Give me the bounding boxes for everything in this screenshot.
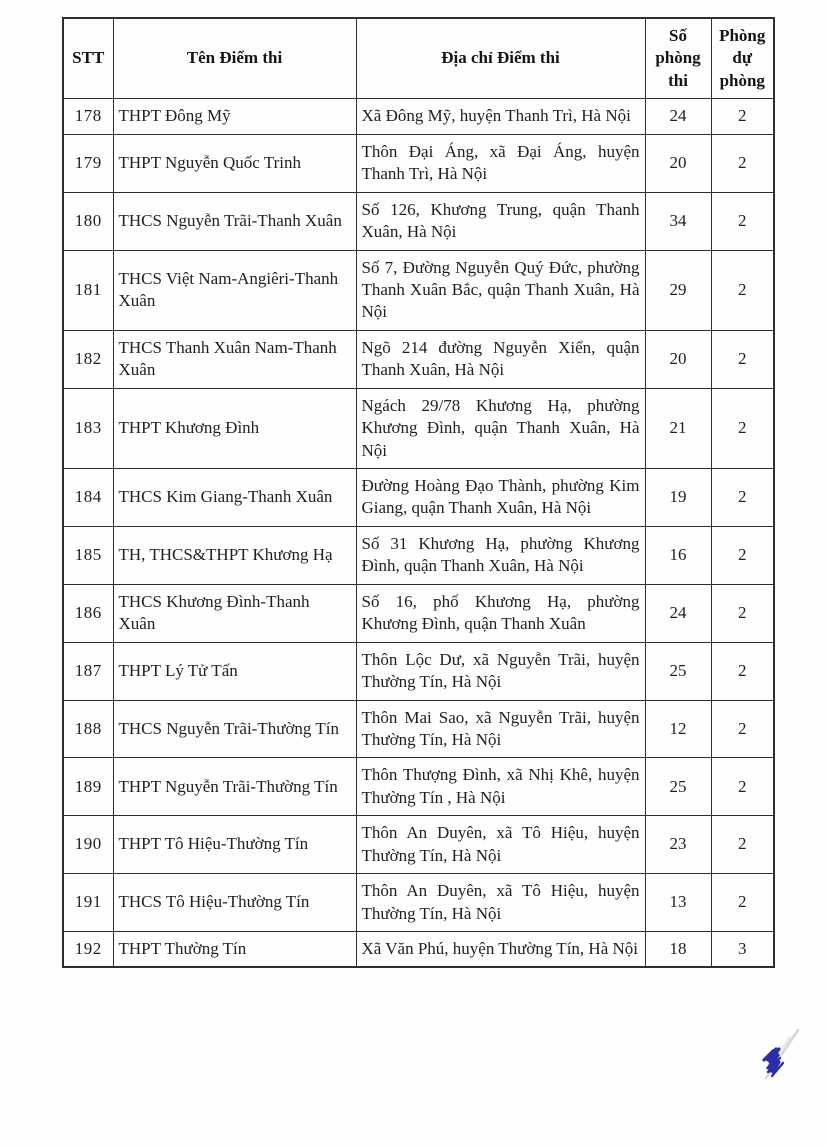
- cell-site-name: THPT Khương Đình: [113, 388, 356, 468]
- cell-backup-rooms: 2: [711, 816, 774, 874]
- cell-stt: 188: [63, 700, 113, 758]
- cell-backup-rooms: 2: [711, 526, 774, 584]
- cell-exam-rooms: 23: [645, 816, 711, 874]
- cell-exam-rooms: 24: [645, 99, 711, 134]
- table-row: [63, 469, 774, 527]
- cell-exam-rooms: 19: [645, 469, 711, 527]
- cell-site-address: Xã Văn Phú, huyện Thường Tín, Hà Nội: [356, 932, 645, 968]
- table-header: [63, 18, 774, 99]
- cell-stt: 178: [63, 99, 113, 134]
- table-body: [63, 99, 774, 968]
- cell-site-address: Thôn Thượng Đình, xã Nhị Khê, huyện Thường Tín , Hà Nội: [356, 758, 645, 816]
- cell-backup-rooms: 2: [711, 388, 774, 468]
- cell-site-name: THCS Việt Nam-Angiêri-Thanh Xuân: [113, 250, 356, 330]
- cell-stt: 179: [63, 134, 113, 192]
- cell-site-address: Đường Hoàng Đạo Thành, phường Kim Giang, quận Thanh Xuân, Hà Nội: [356, 469, 645, 527]
- cell-site-address: Thôn Mai Sao, xã Nguyễn Trãi, huyện Thường Tín, Hà Nội: [356, 700, 645, 758]
- table-row: [63, 816, 774, 874]
- cell-backup-rooms: 3: [711, 932, 774, 968]
- cell-exam-rooms: 12: [645, 700, 711, 758]
- table-row: [63, 584, 774, 642]
- cell-backup-rooms: 2: [711, 192, 774, 250]
- cell-exam-rooms: 16: [645, 526, 711, 584]
- cell-stt: 190: [63, 816, 113, 874]
- cell-exam-rooms: 25: [645, 758, 711, 816]
- table-row: [63, 642, 774, 700]
- cell-stt: 184: [63, 469, 113, 527]
- cell-site-address: Thôn Lộc Dư, xã Nguyễn Trãi, huyện Thường Tín, Hà Nội: [356, 642, 645, 700]
- cell-site-address: Số 31 Khương Hạ, phường Khương Đình, quận Thanh Xuân, Hà Nội: [356, 526, 645, 584]
- cell-stt: 192: [63, 932, 113, 968]
- cell-stt: 187: [63, 642, 113, 700]
- cell-exam-rooms: 21: [645, 388, 711, 468]
- cell-backup-rooms: 2: [711, 758, 774, 816]
- table-row: [63, 330, 774, 388]
- cell-stt: 181: [63, 250, 113, 330]
- cell-site-address: Số 7, Đường Nguyễn Quý Đức, phường Thanh Xuân Bắc, quận Thanh Xuân, Hà Nội: [356, 250, 645, 330]
- cell-backup-rooms: 2: [711, 584, 774, 642]
- cell-site-address: Số 126, Khương Trung, quận Thanh Xuân, Hà Nội: [356, 192, 645, 250]
- table-row: [63, 526, 774, 584]
- table-row: [63, 700, 774, 758]
- cell-exam-rooms: 13: [645, 874, 711, 932]
- header-address: Địa chỉ Điểm thi: [356, 18, 645, 99]
- cell-backup-rooms: 2: [711, 134, 774, 192]
- cell-site-address: Thôn Đại Áng, xã Đại Áng, huyện Thanh Trì, Hà Nội: [356, 134, 645, 192]
- cell-site-name: THCS Nguyễn Trãi-Thường Tín: [113, 700, 356, 758]
- cell-site-address: Xã Đông Mỹ, huyện Thanh Trì, Hà Nội: [356, 99, 645, 134]
- cell-exam-rooms: 20: [645, 330, 711, 388]
- table-row: [63, 134, 774, 192]
- cell-backup-rooms: 2: [711, 250, 774, 330]
- cell-site-name: THPT Nguyễn Trãi-Thường Tín: [113, 758, 356, 816]
- cell-site-address: Thôn An Duyên, xã Tô Hiệu, huyện Thường Tín, Hà Nội: [356, 874, 645, 932]
- cell-stt: 182: [63, 330, 113, 388]
- cell-stt: 180: [63, 192, 113, 250]
- cell-exam-rooms: 34: [645, 192, 711, 250]
- cell-site-name: THCS Thanh Xuân Nam-Thanh Xuân: [113, 330, 356, 388]
- cell-backup-rooms: 2: [711, 330, 774, 388]
- cell-stt: 186: [63, 584, 113, 642]
- header-row: [63, 18, 774, 99]
- cell-site-name: THCS Khương Đình-Thanh Xuân: [113, 584, 356, 642]
- table-row: [63, 874, 774, 932]
- header-name: Tên Điểm thi: [113, 18, 356, 99]
- cell-site-address: Số 16, phố Khương Hạ, phường Khương Đình, quận Thanh Xuân: [356, 584, 645, 642]
- cell-site-name: THPT Lý Tử Tấn: [113, 642, 356, 700]
- table-row: [63, 388, 774, 468]
- cell-site-address: Ngõ 214 đường Nguyễn Xiển, quận Thanh Xuân, Hà Nội: [356, 330, 645, 388]
- cell-exam-rooms: 25: [645, 642, 711, 700]
- header-stt: STT: [63, 18, 113, 99]
- cell-stt: 191: [63, 874, 113, 932]
- header-backup-rooms: Phòng dự phòng: [711, 18, 774, 99]
- table-row: [63, 99, 774, 134]
- cell-site-address: Ngách 29/78 Khương Hạ, phường Khương Đình, quận Thanh Xuân, Hà Nội: [356, 388, 645, 468]
- cell-backup-rooms: 2: [711, 469, 774, 527]
- table-row: [63, 758, 774, 816]
- cell-site-name: THCS Kim Giang-Thanh Xuân: [113, 469, 356, 527]
- cell-exam-rooms: 20: [645, 134, 711, 192]
- cell-backup-rooms: 2: [711, 874, 774, 932]
- table-row: [63, 192, 774, 250]
- pen-scribble-icon: [752, 1026, 816, 1104]
- cell-stt: 185: [63, 526, 113, 584]
- cell-site-name: THPT Tô Hiệu-Thường Tín: [113, 816, 356, 874]
- cell-stt: 183: [63, 388, 113, 468]
- cell-exam-rooms: 29: [645, 250, 711, 330]
- header-exam-rooms: Số phòng thi: [645, 18, 711, 99]
- cell-site-name: THPT Thường Tín: [113, 932, 356, 968]
- cell-site-name: THPT Nguyễn Quốc Trinh: [113, 134, 356, 192]
- exam-sites-table: [62, 17, 775, 968]
- cell-backup-rooms: 2: [711, 99, 774, 134]
- cell-stt: 189: [63, 758, 113, 816]
- cell-backup-rooms: 2: [711, 700, 774, 758]
- table-row: [63, 932, 774, 968]
- cell-site-name: THCS Nguyễn Trãi-Thanh Xuân: [113, 192, 356, 250]
- table-row: [63, 250, 774, 330]
- cell-site-name: THPT Đông Mỹ: [113, 99, 356, 134]
- cell-exam-rooms: 18: [645, 932, 711, 968]
- cell-site-name: TH, THCS&THPT Khương Hạ: [113, 526, 356, 584]
- cell-site-name: THCS Tô Hiệu-Thường Tín: [113, 874, 356, 932]
- cell-site-address: Thôn An Duyên, xã Tô Hiệu, huyện Thường Tín, Hà Nội: [356, 816, 645, 874]
- cell-exam-rooms: 24: [645, 584, 711, 642]
- cell-backup-rooms: 2: [711, 642, 774, 700]
